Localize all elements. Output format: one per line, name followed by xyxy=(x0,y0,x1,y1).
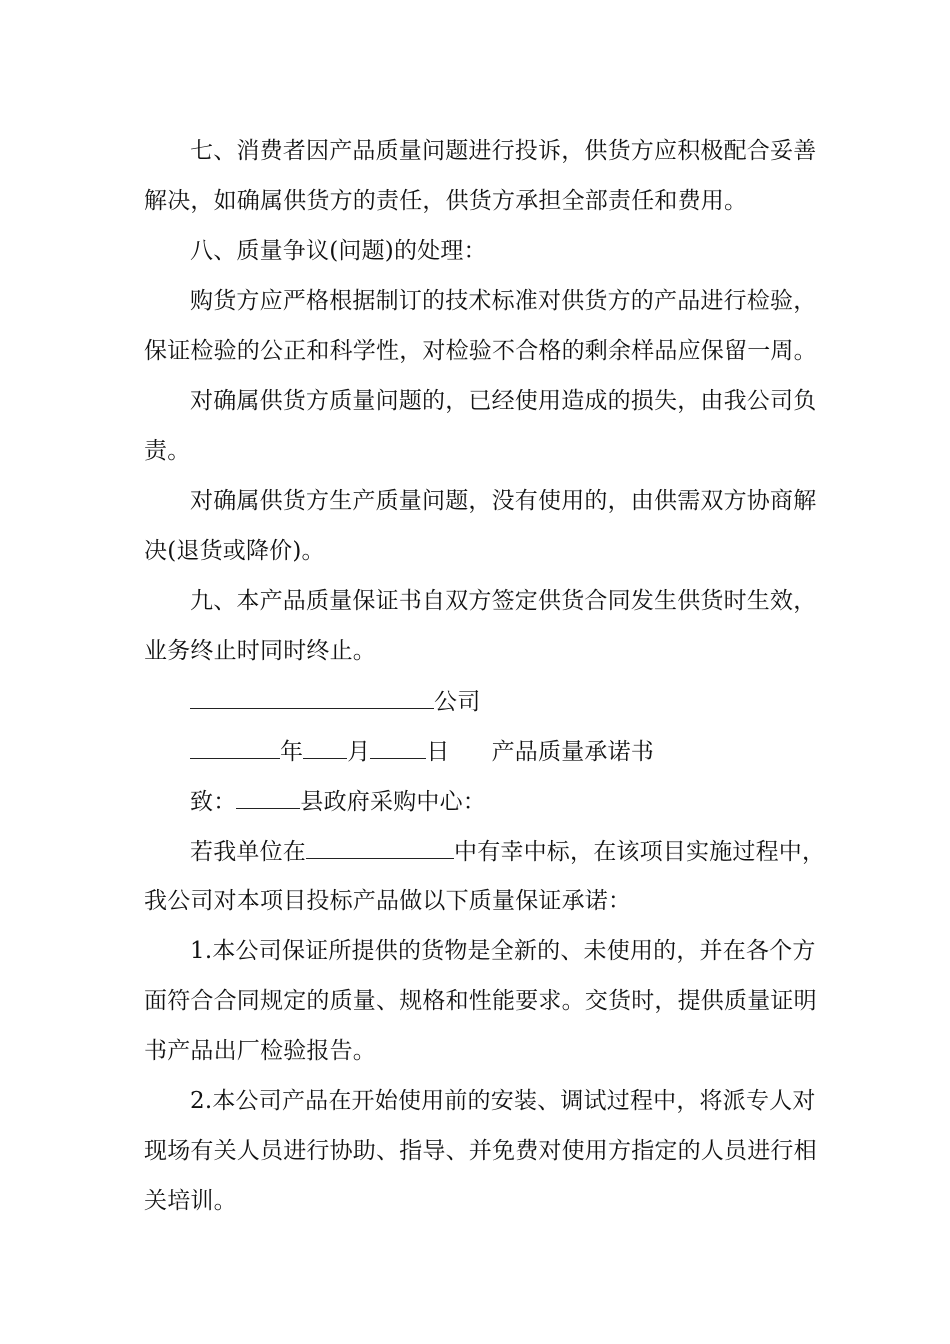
day-label: 日 xyxy=(426,739,450,765)
paragraph-line: 现场有关人员进行协助、指导、并免费对使用方指定的人员进行相 xyxy=(144,1138,817,1164)
paragraph-line: 对确属供货方质量问题的，已经使用造成的损失，由我公司负 xyxy=(190,388,817,414)
county-blank xyxy=(236,786,300,809)
company-name-blank xyxy=(190,686,434,709)
paragraph-line: 购货方应严格根据制订的技术标准对供货方的产品进行检验， xyxy=(190,288,817,314)
paragraph-line: 保证检验的公正和科学性，对检验不合格的剩余样品应保留一周。 xyxy=(144,338,817,364)
company-signature-line xyxy=(190,686,480,717)
bid-line xyxy=(190,836,825,867)
month-blank xyxy=(303,736,347,759)
paragraph-line: 对确属供货方生产质量问题，没有使用的，由供需双方协商解 xyxy=(190,488,817,514)
paragraph-line: 九、本产品质量保证书自双方签定供货合同发生供货时生效， xyxy=(190,588,817,614)
paragraph-line: 关培训。 xyxy=(144,1188,237,1214)
month-label: 月 xyxy=(347,739,371,765)
addressee-prefix: 致： xyxy=(190,789,237,815)
project-blank xyxy=(306,836,454,859)
year-label: 年 xyxy=(280,739,304,765)
paragraph-line: 书产品出厂检验报告。 xyxy=(144,1038,376,1064)
commitment-title: 产品质量承诺书 xyxy=(491,739,655,765)
bid-prefix: 若我单位在 xyxy=(190,839,306,865)
section-heading: 八、质量争议(问题)的处理： xyxy=(190,238,487,264)
paragraph-line: 1.本公司保证所提供的货物是全新的、未使用的，并在各个方 xyxy=(190,938,816,964)
year-blank xyxy=(190,736,280,759)
paragraph-line: 决(退货或降价)。 xyxy=(144,538,325,564)
day-blank xyxy=(370,736,426,759)
paragraph-line: 责。 xyxy=(144,438,191,464)
paragraph-line: 业务终止时同时终止。 xyxy=(144,638,376,664)
paragraph-line: 七、消费者因产品质量问题进行投诉，供货方应积极配合妥善 xyxy=(190,138,817,164)
paragraph-line: 面符合合同规定的质量、规格和性能要求。交货时，提供质量证明 xyxy=(144,988,817,1014)
paragraph-line: 解决，如确属供货方的责任，供货方承担全部责任和费用。 xyxy=(144,188,748,214)
paragraph-line: 我公司对本项目投标产品做以下质量保证承诺： xyxy=(144,888,632,914)
paragraph-line: 2.本公司产品在开始使用前的安装、调试过程中，将派专人对 xyxy=(190,1088,816,1114)
addressee-line xyxy=(190,786,486,817)
bid-suffix: 中有幸中标，在该项目实施过程中， xyxy=(454,839,826,865)
company-suffix: 公司 xyxy=(434,689,481,715)
date-line xyxy=(190,736,654,767)
addressee-suffix: 县政府采购中心： xyxy=(300,789,487,815)
